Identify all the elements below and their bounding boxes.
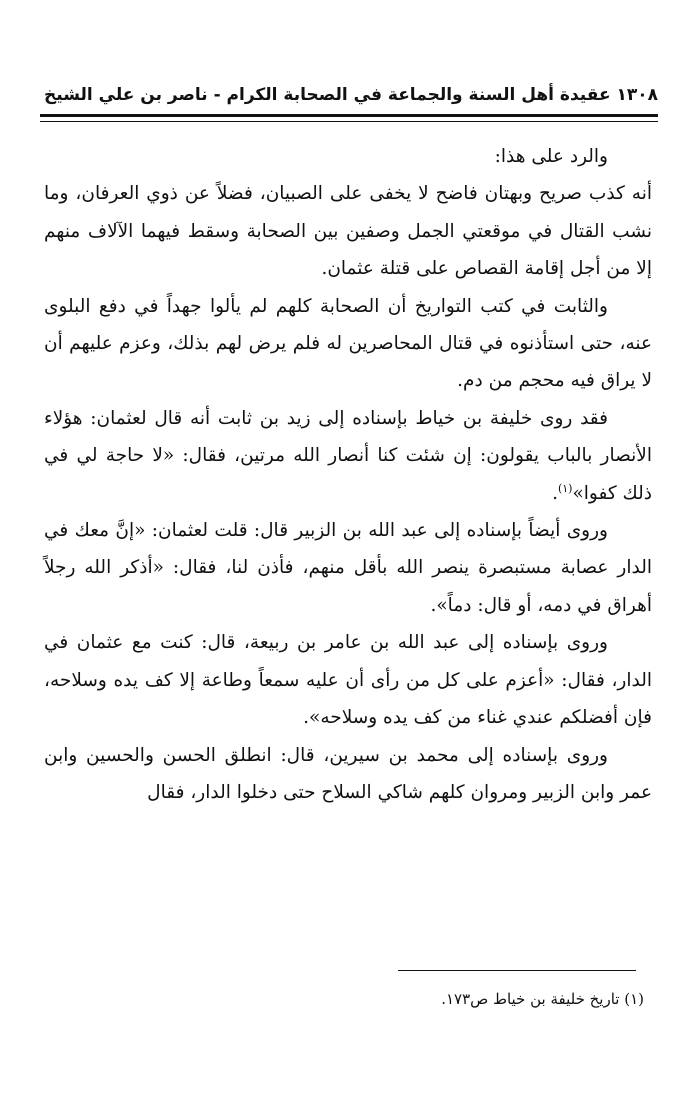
paragraph-ibn-amir: وروى بإسناده إلى عبد الله بن عامر بن ربيعة، قال: كنت مع عثمان في الدار، فقال: «أعزم على كل من رأى أن عليه سمعاً وطاعة إلا كف يده وسلاحه، فإن أفضلكم عندي غناء من كف يده وسلاحه».	[44, 632, 652, 729]
paragraph-ibn-zubair: وروى أيضاً بإسناده إلى عبد الله بن الزبير قال: قلت لعثمان: «إنَّ معك في الدار عصابة مستبصرة ينصر الله بأقل منهم، فأذن لنا، فقال: «أذكر الله رجلاً أهراق في دمه، أو قال: دماً».	[44, 520, 652, 616]
header-rule-thin	[40, 121, 658, 122]
paragraph-ibn-sirin: وروى بإسناده إلى محمد بن سيرين، قال: انطلق الحسن والحسين وابن عمر وابن الزبير ومروان كلهم شاكي السلاح حتى دخلوا الدار، فقال	[44, 744, 652, 803]
body-text	[44, 138, 652, 811]
paragraph-refutation: أنه كذب صريح وبهتان فاضح لا يخفى على الصبيان، فضلاً عن ذوي العرفان، وما نشب القتال في موقعتي الجمل وصفين بين الصحابة وسقط فيهما الآلاف منهم إلا من أجل إقامة القصاص على قتلة عثمان.	[44, 183, 652, 280]
paragraph-khalifa-text: فقد روى خليفة بن خياط بإسناده إلى زيد بن ثابت أنه قال لعثمان: هؤلاء الأنصار بالباب يقولون: إن شئت كنا أنصار الله مرتين، فقال: «لا حاجة لي في ذلك كفوا»	[44, 407, 652, 504]
footnote-rule	[398, 970, 636, 971]
footnote-marker: (١)	[557, 481, 573, 495]
footnote: (١) تاريخ خليفة بن خياط ص١٧٣.	[441, 990, 644, 1008]
footnote-marker-tail: .	[552, 482, 558, 504]
paragraph-reply-heading: والرد على هذا:	[494, 146, 608, 167]
header-rule-thick	[40, 114, 658, 117]
paragraph-history: والثابت في كتب التواريخ أن الصحابة كلهم لم يألوا جهداً في دفع البلوى عنه، حتى استأذنوه في قتال المحاصرين له فلم يرض لهم بذلك، وعزم عليهم أن لا يراق فيه محجم من دم.	[44, 295, 652, 392]
page-header: ١٣٠٨ عقيدة أهل السنة والجماعة في الصحابة الكرام - ناصر بن علي الشيخ	[44, 85, 658, 105]
paragraph-khalifa-narration	[44, 400, 652, 512]
